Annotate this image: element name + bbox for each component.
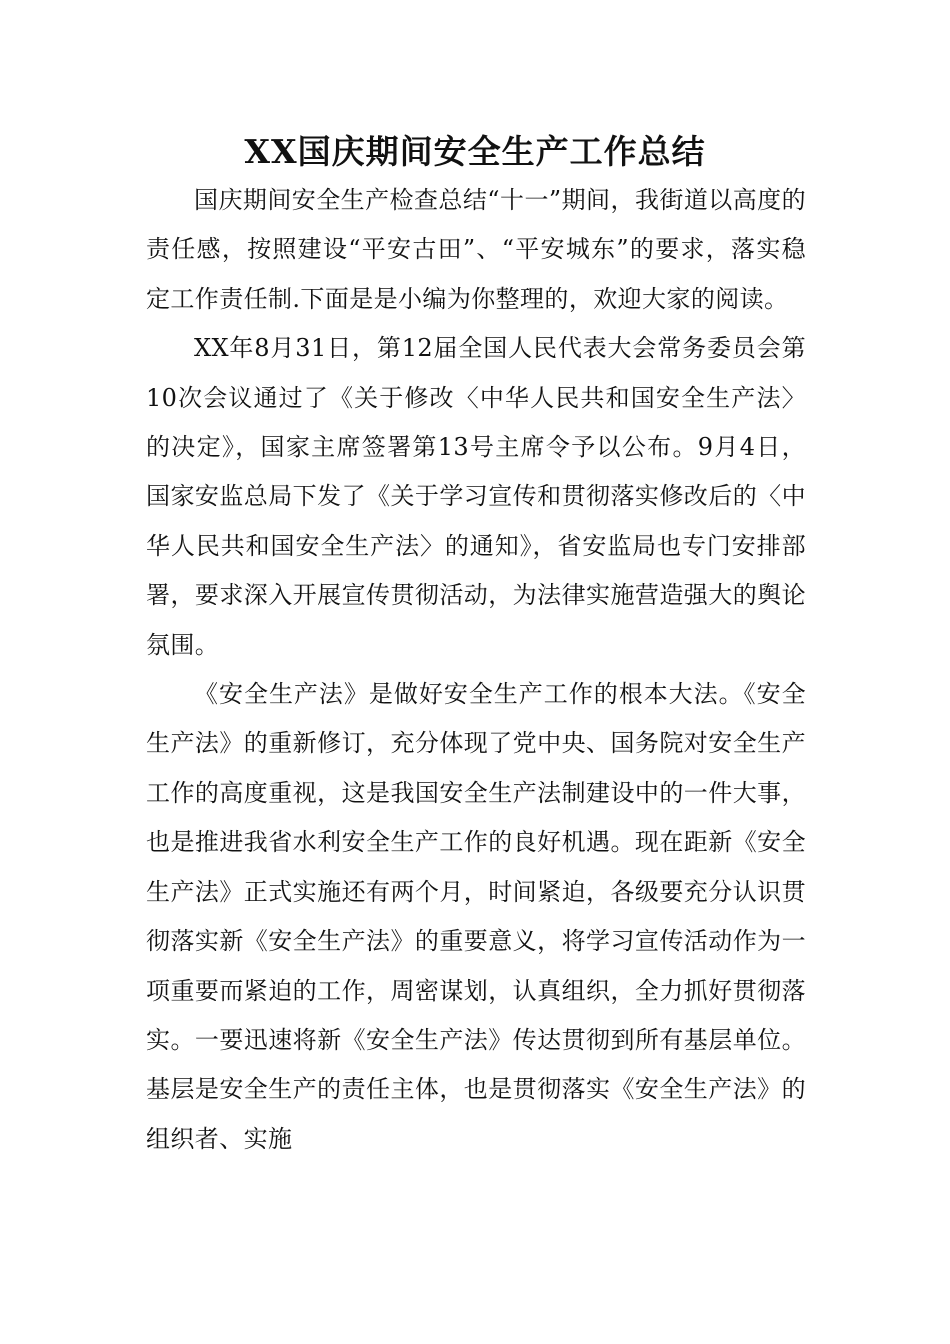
paragraph-intro: 国庆期间安全生产检查总结“十一”期间，我街道以高度的责任感，按照建设“平安古田”、“平安城东”的要求，落实稳定工作责任制.下面是是小编为你整理的，欢迎大家的阅读。 — [146, 186, 806, 313]
paragraph-law-importance: 《安全生产法》是做好安全生产工作的根本大法。《安全生产法》的重新修订，充分体现了党中央、国务院对安全生产工作的高度重视，这是我国安全生产法制建设中的一件大事，也是推进我省水利安全生产工作的良好机遇。现在距新《安全生产法》正式实施还有两个月，时间紧迫，各级要充分认识贯彻落实新《安全生产法》的重要意义，将学习宣传活动作为一项重要而紧迫的工作，周密谋划，认真组织，全力抓好贯彻落实。一要迅速将新《安全生产法》传达贯彻到所有基层单位。基层是安全生产的责任主体，也是贯彻落实《安全生产法》的组织者、实施 — [146, 680, 806, 1153]
document-title: XX国庆期间安全生产工作总结 — [244, 132, 706, 171]
paragraph-law-amendment: XX年8月31日，第12届全国人民代表大会常务委员会第10次会议通过了《关于修改〈中华人民共和国安全生产法〉的决定》，国家主席签署第13号主席令予以公布。9月4日，国家安监总局下发了《关于学习宣传和贯彻落实修改后的〈中华人民共和国安全生产法〉的通知》，省安监局也专门安排部署，要求深入开展宣传贯彻活动，为法律实施营造强大的舆论氛围。 — [146, 334, 806, 659]
document-body — [146, 176, 806, 1164]
